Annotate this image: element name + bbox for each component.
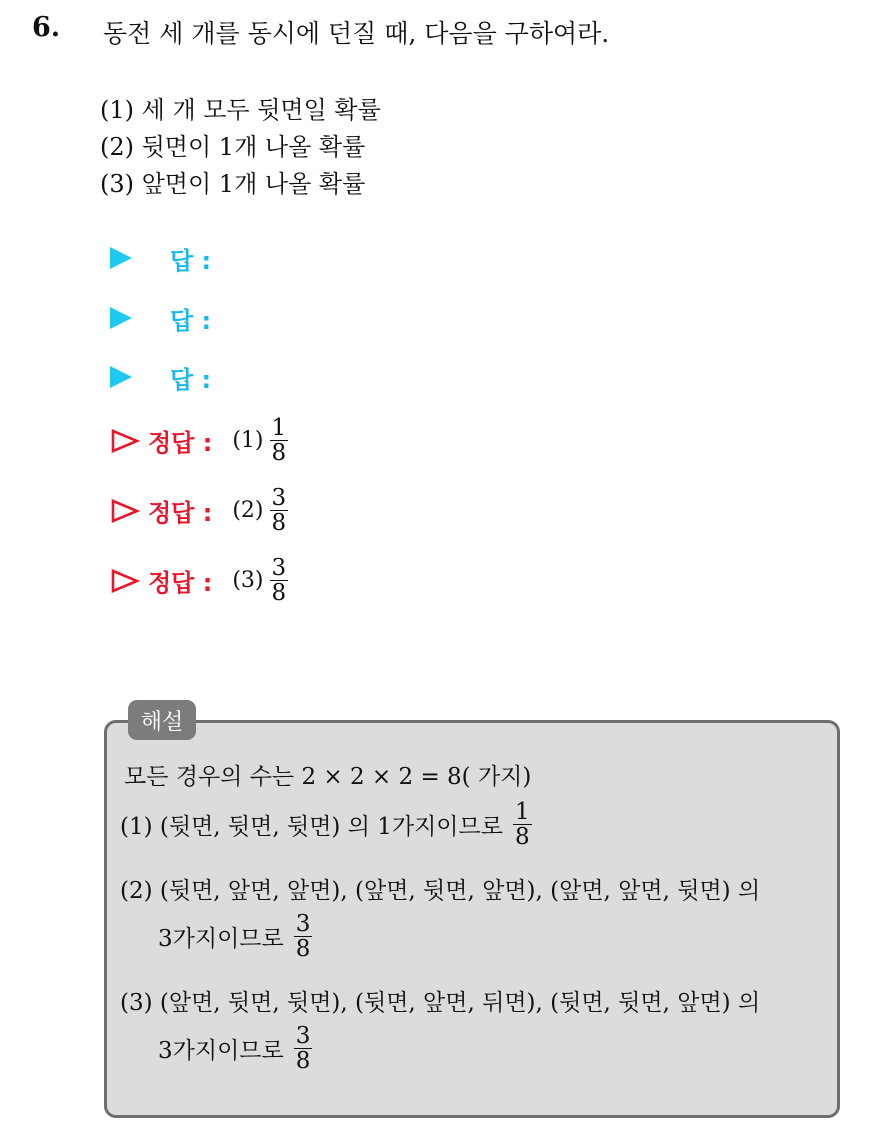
explanation-part-1 [120,800,532,849]
numerator: 1 [514,799,530,825]
denominator: 8 [295,936,311,963]
numerator: 3 [271,485,287,511]
explanation-text: 3가지이므로 [158,926,284,953]
sub-question-3: (3) 앞면이 1개 나올 확률 [100,170,366,198]
answer-label: 답 : [170,246,212,275]
denominator: 8 [295,1048,311,1075]
answer-row-3 [110,357,211,397]
answer-label: 답 : [170,306,212,335]
item-number: (1) [232,428,264,454]
explanation-tag: 해설 [128,700,196,740]
explanation-line-1: 모든 경우의 수는 2 × 2 × 2 = 8( 가지) [124,764,532,790]
question-number: 6. [32,12,61,43]
correct-label: 정답 : [148,569,213,598]
denominator: 8 [514,824,530,851]
fraction [294,912,313,961]
numerator: 3 [271,555,287,581]
explanation-part-2-cont [158,912,312,961]
outline-triangle-icon [110,498,140,524]
sub-question-1: (1) 세 개 모두 뒷면일 확률 [100,96,381,124]
outline-triangle-icon [110,428,140,454]
denominator: 8 [271,510,287,537]
explanation-part-2: (2) (뒷면, 앞면, 앞면), (앞면, 뒷면, 앞면), (앞면, 앞면, 뒷면) 의 [120,878,761,904]
arrow-icon [110,307,132,329]
numerator: 3 [295,911,311,937]
fraction [270,486,289,535]
explanation-text: (1) (뒷면, 뒷면, 뒷면) 의 1가지이므로 [120,814,503,841]
numerator: 1 [271,415,287,441]
explanation-part-3-cont [158,1024,312,1073]
item-number: (2) [232,498,264,524]
item-number: (3) [232,568,264,594]
arrow-icon [110,366,132,388]
fraction [270,416,289,465]
correct-answer-3 [110,556,288,605]
correct-answer-1 [110,416,288,465]
question-text: 동전 세 개를 동시에 던질 때, 다음을 구하여라. [103,19,610,48]
denominator: 8 [271,580,287,607]
arrow-icon [110,247,132,269]
outline-triangle-icon [110,568,140,594]
explanation-part-3: (3) (앞면, 뒷면, 뒷면), (뒷면, 앞면, 뒤면), (뒷면, 뒷면, 앞면) 의 [120,990,761,1016]
answer-row-2 [110,298,211,338]
denominator: 8 [271,440,287,467]
answer-row-1 [110,238,211,278]
sub-question-2: (2) 뒷면이 1개 나올 확률 [100,133,366,161]
explanation-text: 3가지이므로 [158,1038,284,1065]
fraction [513,800,532,849]
fraction [270,556,289,605]
correct-answer-2 [110,486,288,535]
correct-label: 정답 : [148,429,213,458]
numerator: 3 [295,1023,311,1049]
fraction [294,1024,313,1073]
answer-label: 답 : [170,365,212,394]
correct-label: 정답 : [148,499,213,528]
